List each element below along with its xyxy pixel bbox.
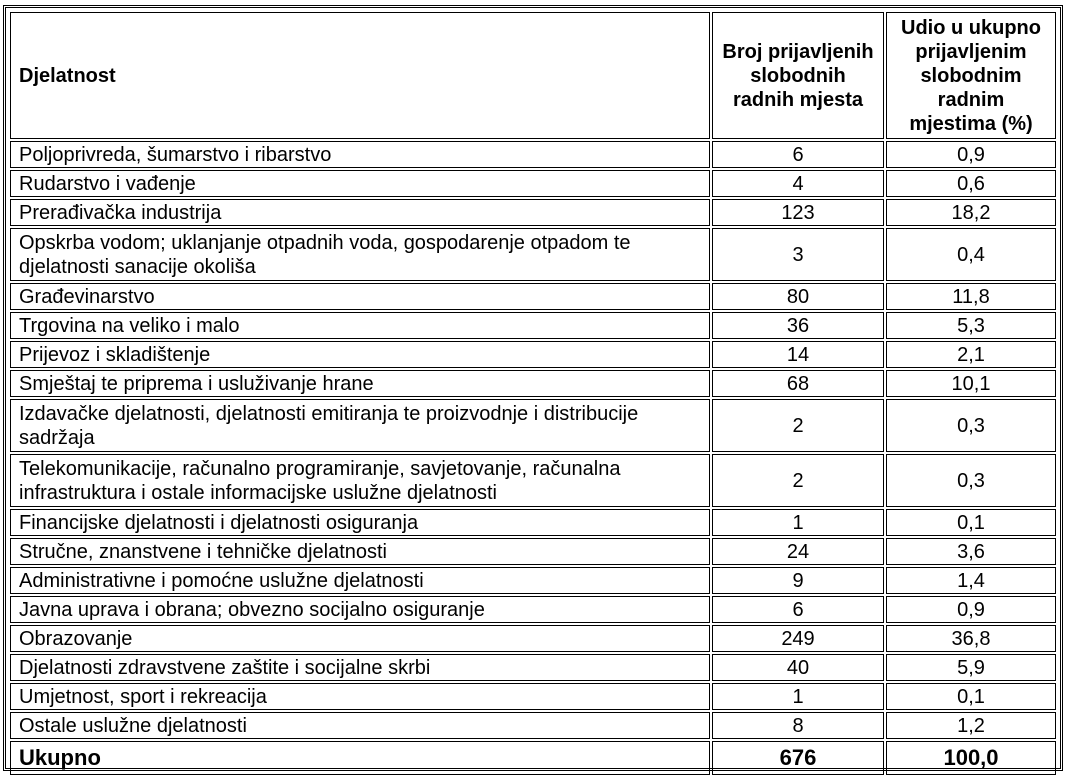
activity-cell: Djelatnosti zdravstvene zaštite i socijalne skrbi [10,654,710,681]
share-cell: 0,3 [886,399,1056,452]
vacancies-table-frame [3,5,1063,771]
share-cell: 3,6 [886,538,1056,565]
table-header-row [10,12,1056,139]
table-row [10,312,1056,339]
activity-cell: Stručne, znanstvene i tehničke djelatnosti [10,538,710,565]
count-cell: 123 [712,199,884,226]
share-cell: 5,3 [886,312,1056,339]
table-row [10,509,1056,536]
activity-cell: Javna uprava i obrana; obvezno socijalno osiguranje [10,596,710,623]
activity-cell: Prerađivačka industrija [10,199,710,226]
table-row [10,683,1056,710]
table-row [10,654,1056,681]
count-cell: 2 [712,454,884,507]
vacancies-table [8,10,1058,777]
count-cell: 6 [712,141,884,168]
count-cell: 9 [712,567,884,594]
count-cell: 24 [712,538,884,565]
count-cell: 36 [712,312,884,339]
share-cell: 0,1 [886,509,1056,536]
header-activity: Djelatnost [10,12,710,139]
header-count: Broj prijavljenih slobodnih radnih mjesta [712,12,884,139]
activity-cell: Administrativne i pomoćne uslužne djelatnosti [10,567,710,594]
share-cell: 0,4 [886,228,1056,281]
table-row [10,228,1056,281]
total-row [10,741,1056,775]
table-row [10,454,1056,507]
activity-cell: Izdavačke djelatnosti, djelatnosti emitiranja te proizvodnje i distribucije sadržaja [10,399,710,452]
table-row [10,370,1056,397]
count-cell: 3 [712,228,884,281]
activity-cell: Opskrba vodom; uklanjanje otpadnih voda, gospodarenje otpadom te djelatnosti sanacije okoliša [10,228,710,281]
count-cell: 8 [712,712,884,739]
share-cell: 18,2 [886,199,1056,226]
share-cell: 1,4 [886,567,1056,594]
share-cell: 0,1 [886,683,1056,710]
count-cell: 68 [712,370,884,397]
activity-cell: Obrazovanje [10,625,710,652]
activity-cell: Telekomunikacije, računalno programiranje, savjetovanje, računalna infrastruktura i ostale informacijske uslužne djelatnosti [10,454,710,507]
activity-cell: Financijske djelatnosti i djelatnosti osiguranja [10,509,710,536]
total-share: 100,0 [886,741,1056,775]
share-cell: 36,8 [886,625,1056,652]
count-cell: 1 [712,509,884,536]
table-row [10,712,1056,739]
count-cell: 2 [712,399,884,452]
table-row [10,141,1056,168]
table-row [10,199,1056,226]
share-cell: 5,9 [886,654,1056,681]
table-row [10,625,1056,652]
share-cell: 0,3 [886,454,1056,507]
share-cell: 0,9 [886,141,1056,168]
share-cell: 1,2 [886,712,1056,739]
count-cell: 1 [712,683,884,710]
share-cell: 10,1 [886,370,1056,397]
table-row [10,341,1056,368]
activity-cell: Građevinarstvo [10,283,710,310]
count-cell: 14 [712,341,884,368]
header-share: Udio u ukupno prijavljenim slobodnim radnim mjestima (%) [886,12,1056,139]
count-cell: 249 [712,625,884,652]
table-row [10,283,1056,310]
total-label: Ukupno [10,741,710,775]
table-row [10,399,1056,452]
table-row [10,170,1056,197]
activity-cell: Rudarstvo i vađenje [10,170,710,197]
table-row [10,596,1056,623]
share-cell: 11,8 [886,283,1056,310]
count-cell: 80 [712,283,884,310]
count-cell: 40 [712,654,884,681]
activity-cell: Poljoprivreda, šumarstvo i ribarstvo [10,141,710,168]
activity-cell: Trgovina na veliko i malo [10,312,710,339]
activity-cell: Smještaj te priprema i usluživanje hrane [10,370,710,397]
table-row [10,567,1056,594]
share-cell: 0,6 [886,170,1056,197]
share-cell: 2,1 [886,341,1056,368]
table-row [10,538,1056,565]
share-cell: 0,9 [886,596,1056,623]
count-cell: 4 [712,170,884,197]
activity-cell: Ostale uslužne djelatnosti [10,712,710,739]
activity-cell: Umjetnost, sport i rekreacija [10,683,710,710]
count-cell: 6 [712,596,884,623]
total-count: 676 [712,741,884,775]
activity-cell: Prijevoz i skladištenje [10,341,710,368]
